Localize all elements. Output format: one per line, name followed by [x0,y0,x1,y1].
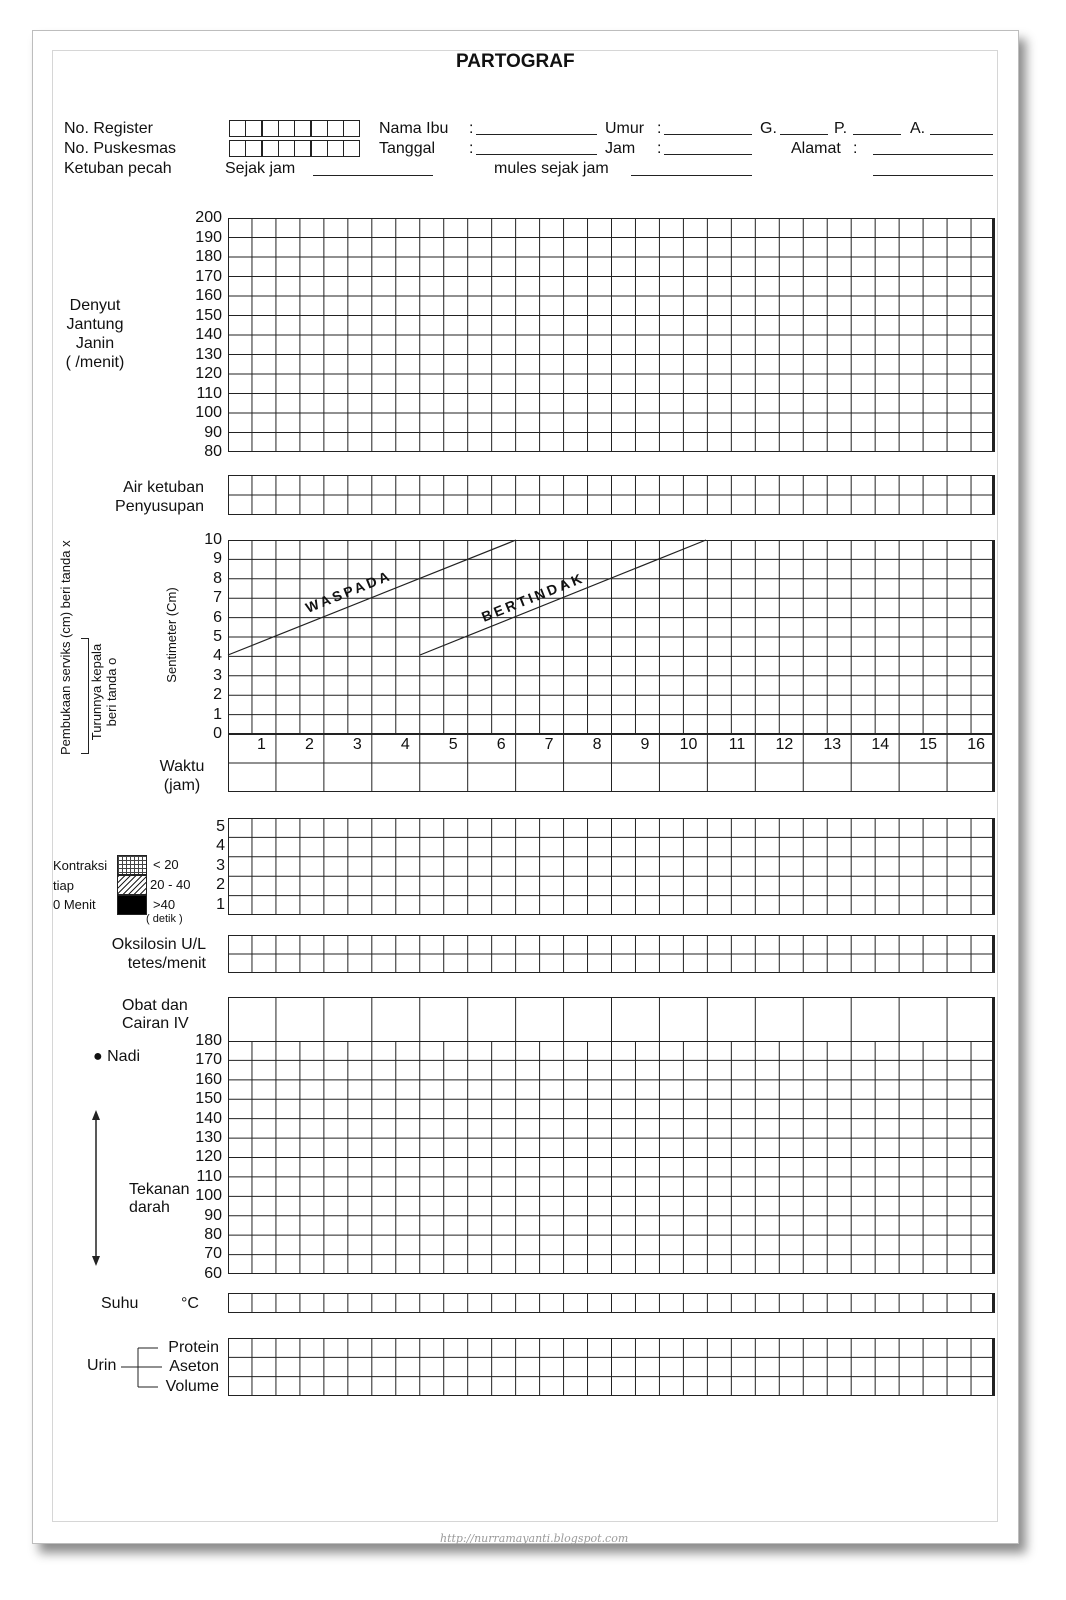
legend-less-20: < 20 [153,857,179,872]
label-jam: Jam [605,140,636,157]
legend-over-40: >40 [153,897,176,912]
axis-tick-label: 130 [195,345,222,363]
djj-label-line: Janin [75,335,115,352]
cairan-iv-label: Cairan IV [122,1015,189,1032]
djj-label-line: ( /menit) [65,354,125,371]
beri-tanda-o-label: beri tanda o [104,657,119,727]
darah-label: darah [129,1199,170,1216]
hour-label: 1 [257,736,266,753]
hour-label: 11 [728,736,746,753]
axis-tick-label: 130 [195,1129,222,1146]
nadi-label: ● Nadi [93,1048,141,1065]
label-nama-ibu: Nama Ibu [379,120,449,137]
turunnya-kepala-label: Turunnya kepala [89,643,104,741]
axis-tick-label: 160 [195,1070,222,1088]
oksitosin-label: Oksilosin U/L [111,936,206,953]
axis-tick-label: 190 [195,228,222,246]
label-ketuban-pecah: Ketuban pecah [64,160,172,177]
axis-tick-label: 5 [213,628,222,645]
hour-label: 4 [400,736,410,753]
axis-tick-label: 3 [213,666,222,684]
axis-tick-label: 9 [213,550,222,568]
axis-tick-label: 6 [213,608,222,626]
axis-tick-label: 150 [195,306,222,324]
legend-20-40: 20 - 40 [150,877,191,892]
axis-tick-label: 110 [196,384,222,402]
waktu-label: Waktu [159,758,205,775]
axis-tick-label: 100 [195,404,222,421]
hour-label: 5 [448,736,458,753]
hour-label: 12 [775,736,794,753]
air-ketuban-label: Air ketuban [123,479,204,496]
label-alamat: Alamat [791,140,841,157]
tiap-label: tiap [53,878,74,893]
suhu-unit: °C [181,1295,199,1312]
colon: : [469,120,474,137]
hour-label: 16 [967,736,985,753]
label-no-puskesmas: No. Puskesmas [64,140,177,157]
pembukaan-serviks-label: Pembukaan serviks (cm) beri tanda x [58,540,73,755]
detik-label: ( detik ) [146,913,183,925]
grid-lines [228,1338,995,1396]
label-g: G. [760,120,777,137]
urin-grid[interactable] [228,1338,995,1396]
hour-label: 9 [640,736,650,753]
axis-tick-label: 150 [195,1090,222,1108]
label-umur: Umur [605,120,645,137]
axis-tick-label: 0 [213,725,222,742]
axis-tick-label: 180 [195,1032,222,1049]
colon: : [853,140,858,157]
label-tanggal: Tanggal [379,140,436,157]
bertindak-text: BERTINDAK [479,569,587,625]
label-sejak-jam: Sejak jam [225,160,296,177]
djj-label-line: Denyut [69,297,121,314]
axis-tick-label: 1 [213,705,222,723]
label-no-register: No. Register [64,120,153,137]
jam-label: (jam) [163,777,201,794]
form-title: PARTOGRAF [456,51,575,72]
waspada-text: WASPADA [303,566,395,616]
suhu-label: Suhu [101,1295,139,1312]
colon: : [469,140,474,157]
axis-tick-label: 170 [195,267,222,285]
axis-tick-label: 70 [204,1245,222,1263]
hour-label: 8 [592,736,602,753]
nadi-text: Nadi [107,1048,141,1065]
label-a: A. [910,120,926,137]
hour-label: 10 [679,736,698,753]
axis-tick-label: 2 [213,686,222,704]
hour-label: 13 [823,736,842,753]
axis-tick-label: 3 [216,856,225,874]
axis-tick-label: 7 [213,589,222,607]
menit-label: 0 Menit [53,897,96,912]
protein-label: Protein [168,1339,219,1356]
axis-tick-label: 160 [195,287,222,304]
axis-tick-label: 180 [195,248,222,265]
axis-tick-label: 4 [213,647,222,665]
hour-label: 2 [304,736,314,753]
colon: : [657,120,662,137]
penyusupan-label: Penyusupan [115,498,204,515]
sentimeter-axis-label: Sentimeter (Cm) [164,587,179,683]
axis-tick-label: 10 [204,531,222,548]
volume-label: Volume [165,1378,219,1395]
axis-tick-label: 4 [216,837,225,855]
axis-tick-label: 8 [213,569,222,587]
hour-label: 3 [352,736,362,753]
axis-tick-label: 110 [196,1167,222,1185]
tetes-menit-label: tetes/menit [127,955,206,972]
hour-label: 15 [919,736,938,753]
kontraksi-label: Kontraksi [53,858,108,873]
axis-tick-label: 60 [204,1264,222,1282]
watermark: http://nurramayanti.blogspot.com [440,1532,629,1545]
axis-tick-label: 200 [195,209,222,226]
urin-label: Urin [87,1357,117,1374]
axis-tick-label: 80 [204,1226,222,1243]
axis-tick-label: 100 [195,1187,222,1205]
axis-tick-label: 120 [195,1148,222,1166]
label-p: P. [834,120,848,137]
axis-tick-label: 140 [195,1109,222,1127]
colon: : [657,140,662,157]
obat-label: Obat dan [122,997,188,1014]
axis-tick-label: 90 [204,1206,222,1224]
axis-tick-label: 120 [195,365,222,382]
hour-label: 7 [544,736,554,753]
aseton-label: Aseton [169,1358,219,1375]
axis-tick-label: 140 [195,326,222,343]
axis-tick-label: 1 [216,895,225,913]
tekanan-label: Tekanan [129,1181,190,1198]
hour-label: 6 [496,736,506,753]
hour-label: 14 [871,736,890,753]
label-mules-sejak-jam: mules sejak jam [494,160,609,177]
djj-label-line: Jantung [66,316,124,333]
axis-tick-label: 170 [195,1051,222,1069]
axis-tick-label: 2 [216,876,225,894]
axis-tick-label: 90 [204,423,222,441]
axis-tick-label: 80 [204,443,222,460]
axis-tick-label: 5 [216,818,225,835]
